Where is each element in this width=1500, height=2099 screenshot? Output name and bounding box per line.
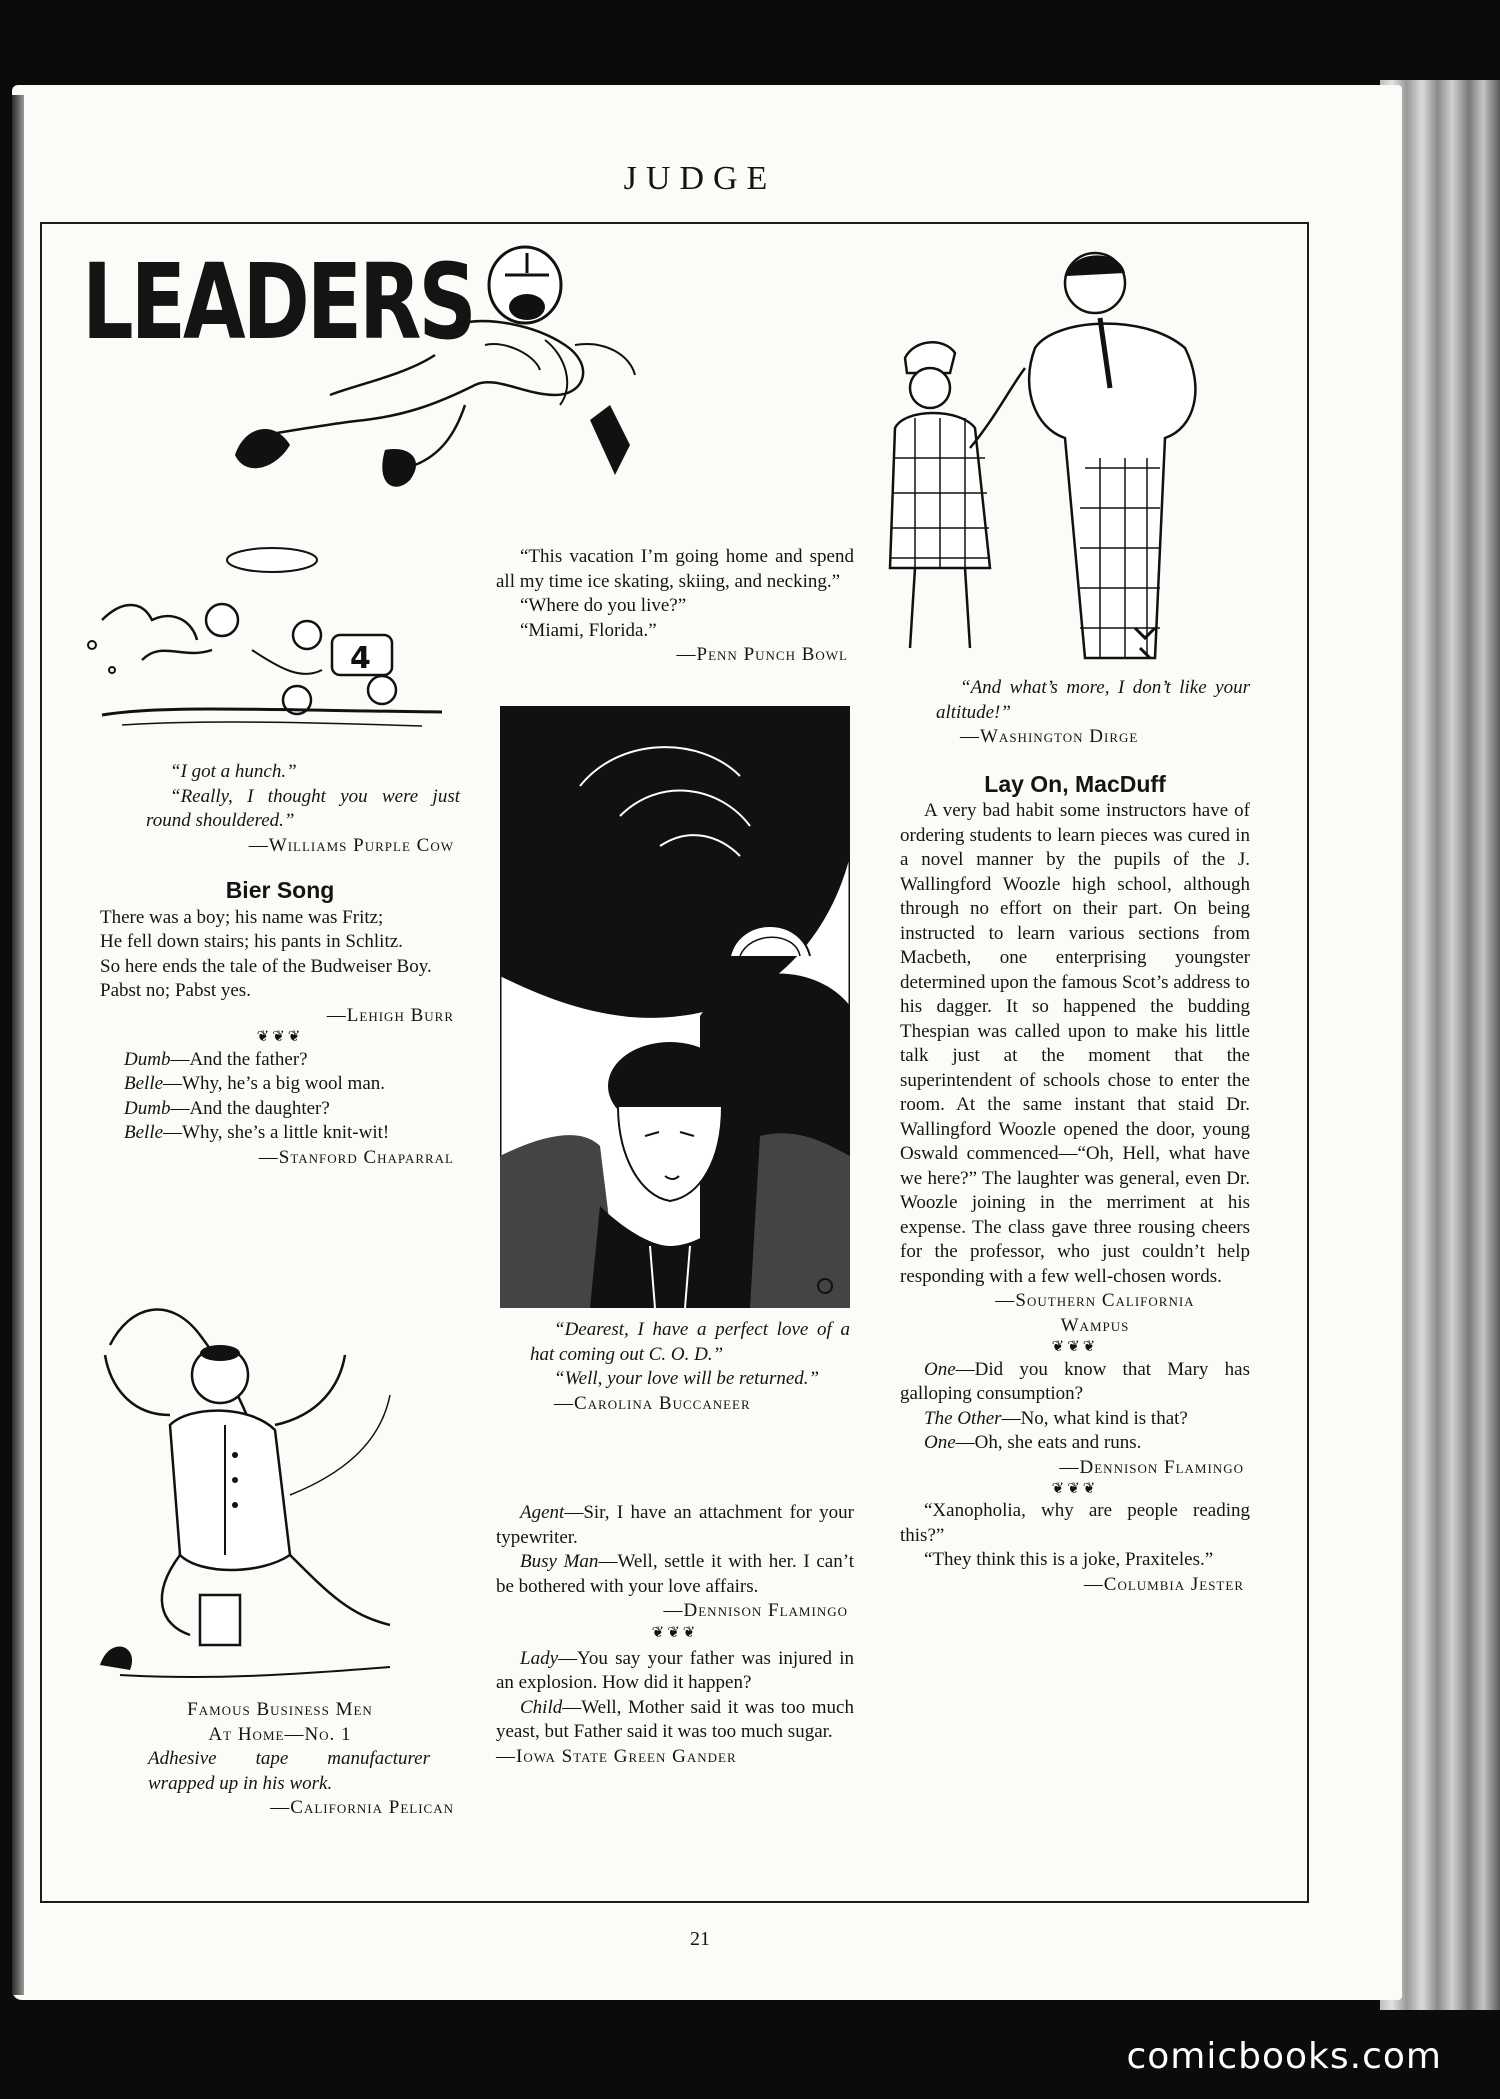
book-gutter	[12, 95, 24, 1995]
xanopholia-credit: —Columbia Jester	[1083, 1573, 1244, 1595]
speaker: Agent	[520, 1502, 565, 1523]
famous-title: Famous Business Men	[187, 1699, 373, 1720]
famous-credit: —California Pelican	[270, 1797, 454, 1818]
speaker: Busy Man	[520, 1551, 599, 1572]
agent-joke	[496, 1501, 854, 1769]
xanopholia-line: “Xanopholia, why are people reading this?”	[900, 1500, 1250, 1546]
svg-text:4: 4	[350, 641, 371, 676]
mary-credit: —Dennison Flamingo	[1059, 1456, 1244, 1478]
xanopholia-line: “They think this is a joke, Praxiteles.”	[924, 1549, 1214, 1571]
speaker: Belle	[124, 1073, 164, 1094]
speaker: One	[924, 1432, 956, 1453]
dialogue-line	[100, 1072, 460, 1097]
bier-song-credit: —Lehigh Burr	[326, 1004, 454, 1026]
speaker: One	[924, 1358, 956, 1380]
vacation-line: “Where do you live?”	[520, 595, 687, 616]
dearest-line: “Well, your love will be returned.”	[554, 1368, 820, 1389]
speaker: Belle	[124, 1122, 164, 1143]
bier-song-line: Pabst no; Pabst yes.	[100, 980, 251, 1002]
bier-song-line: So here ends the tale of the Budweiser Boy.	[100, 955, 432, 977]
lady-credit: —Iowa State Green Gander	[496, 1745, 737, 1767]
dialogue-text: —Oh, she eats and runs.	[955, 1432, 1142, 1453]
dialogue-line	[496, 1647, 854, 1696]
dearest-credit: —Carolina Buccaneer	[554, 1392, 751, 1414]
famous-subtitle: At Home—No. 1	[208, 1723, 352, 1745]
hunch-joke	[100, 760, 460, 834]
dialogue-text: —Why, she’s a little knit-wit!	[163, 1122, 390, 1143]
race-cartoon	[82, 540, 462, 760]
macduff-credit: —Southern California	[995, 1290, 1195, 1312]
dearest-joke	[530, 1318, 850, 1416]
hunch-line: “Really, I thought you were just round shouldered.”	[146, 785, 460, 831]
dialogue-line	[496, 1550, 854, 1599]
macduff-heading: Lay On, MacDuff	[984, 770, 1166, 797]
bier-song-line: There was a boy; his name was Fritz;	[100, 906, 384, 928]
business-man-cartoon	[90, 1295, 450, 1695]
dearest-line: “Dearest, I have a perfect love of a hat coming out C. O. D.”	[530, 1319, 850, 1365]
attitude-caption: “And what’s more, I don’t like your altitude!”	[936, 677, 1250, 723]
dialogue-line	[496, 1501, 854, 1550]
speaker: Child	[520, 1696, 563, 1718]
ornament-divider: ❦❦❦	[256, 1029, 304, 1046]
dialogue-line	[900, 1431, 1250, 1456]
macduff-body: A very bad habit some instructors have of ordering students to learn pieces was cured in a novel manner by the pupils of the J. Wallingford Woozle high school, although through no effort on their part. On being instructed to learn various sections from Macbeth, one enterprising youngster determined upon the famous Scot’s address to his dagger. It so happened the budding Thespian was called upon to make his little talk just at the moment that the superintendent of schools chose to enter the room. At the same instant that staid Dr. Wallingford Woozle opened the door, young Oswald commenced—“Oh, Hell, what have we here?” The laughter was general, even Dr. Woozle joining in the merriment at his expense. The class gave three rousing cheers for the professor, who just couldn’t help responding with a few well-chosen words.	[900, 800, 1250, 1287]
bier-song-heading: Bier Song	[225, 877, 335, 903]
dialogue-line	[496, 1696, 854, 1745]
ornament-divider: ❦❦❦	[1051, 1339, 1099, 1356]
dialogue-line	[900, 1407, 1250, 1432]
famous-business-caption	[100, 1698, 460, 1821]
column-3	[900, 676, 1250, 1597]
speaker: Lady	[520, 1647, 558, 1669]
bier-song-line: He fell down stairs; his pants in Schlitz.	[100, 931, 403, 953]
masthead: JUDGE	[623, 160, 777, 197]
dialogue-line	[100, 1048, 460, 1073]
dialogue-text: —You say your father was injured in an explosion. How did it happen?	[496, 1647, 854, 1694]
ornament-divider: ❦❦❦	[651, 1624, 699, 1641]
dialogue-text: —And the father?	[170, 1048, 308, 1070]
speaker: Dumb	[124, 1097, 171, 1119]
attitude-credit: —Washington Dirge	[960, 726, 1139, 747]
column-1	[100, 760, 460, 1170]
hunch-line: “I got a hunch.”	[170, 761, 297, 782]
leaders-cartoon	[235, 245, 665, 505]
macduff-credit: Wampus	[1060, 1314, 1130, 1336]
vacation-joke	[496, 545, 854, 668]
dialogue-line	[100, 1097, 460, 1122]
dialogue-line	[900, 1358, 1250, 1407]
dialogue-line	[100, 1121, 460, 1146]
leaders-title: LEADERS	[82, 241, 474, 363]
dialogue-text: —Why, he’s a big wool man.	[163, 1073, 386, 1094]
vacation-credit: —Penn Punch Bowl	[676, 644, 848, 665]
vacation-line: “This vacation I’m going home and spend all my time ice skating, skiing, and necking.”	[496, 546, 854, 592]
two-men-cartoon	[885, 238, 1250, 678]
speaker: Dumb	[124, 1048, 171, 1070]
dialogue-text: —Well, Mother said it was too much yeast, but Father said it was too much sugar.	[496, 1696, 854, 1743]
vacation-line: “Miami, Florida.”	[520, 619, 657, 641]
dialogue-text: —Did you know that Mary has galloping consumption?	[900, 1358, 1250, 1404]
hunch-credit: —Williams Purple Cow	[248, 834, 454, 856]
watermark: comicbooks.com	[1126, 2036, 1442, 2077]
speaker: The Other	[924, 1407, 1002, 1429]
famous-caption: Adhesive tape manufacturer wrapped up in his work.	[148, 1748, 430, 1794]
dialogue-text: —No, what kind is that?	[1001, 1407, 1188, 1429]
page-number: 21	[690, 1928, 710, 1950]
ornament-divider: ❦❦❦	[1051, 1481, 1099, 1497]
dumb-credit: —Stanford Chaparral	[258, 1146, 454, 1168]
woman-illustration	[500, 706, 850, 1308]
dialogue-text: —Sir, I have an attachment for your typewriter.	[496, 1502, 854, 1548]
dialogue-text: —And the daughter?	[170, 1097, 330, 1119]
agent-credit: —Dennison Flamingo	[663, 1600, 848, 1621]
dialogue-text: —Well, settle it with her. I can’t be bothered with your love affairs.	[496, 1551, 854, 1597]
